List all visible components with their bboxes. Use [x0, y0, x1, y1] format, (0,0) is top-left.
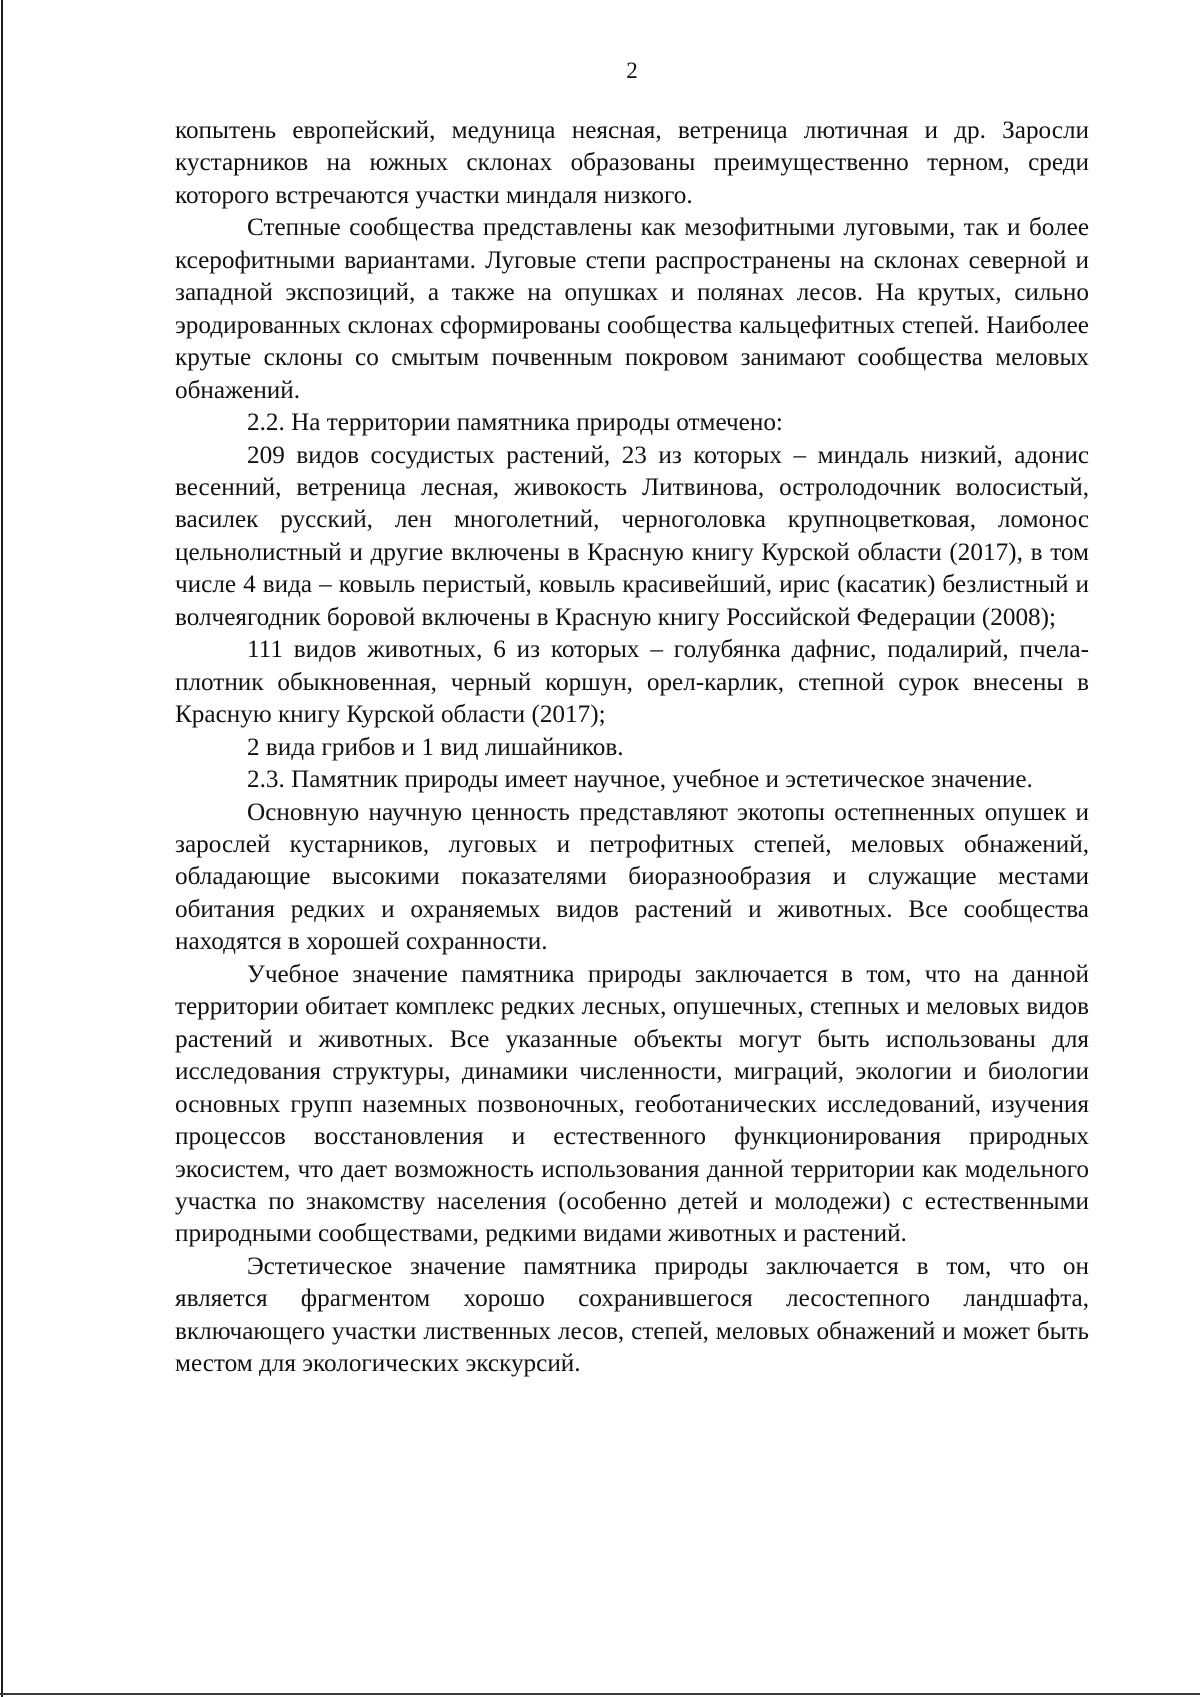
paragraph-vascular-plants: 209 видов сосудистых растений, 23 из которых – миндаль низкий, адонис весенний, ветреница лесная, живокость Литвинова, остролодочник волосистый, василек русский, лен многолетний, черноголовка крупноцветковая, ломонос цельнолистный и другие включены в Красную книгу Курской области (2017), в том числе 4 вида – ковыль перистый, ковыль красивейший, ирис (касатик) безлистный и волчеягодник боровой включены в Красную книгу Российской Федерации (2008);: [175, 441, 1089, 631]
paragraph-fungi-lichens: 2 вида грибов и 1 вид лишайников.: [247, 733, 624, 761]
paragraph-educational-value: Учебное значение памятника природы заключается в том, что на данной территории обитает комплекс редких лесных, опушечных, степных и меловых видов растений и животных. Все указанные объекты могут быть использованы для исследования структуры, динамики численности, миграций, экологии и биологии основных групп наземных позвоночных, геоботанических исследований, изучения процессов восстановления и естественного функционирования природных экосистем, что дает возможность использования данной территории как модельного участка по знакомству населения (особенно детей и молодежи) с естественными природными сообществами, редкими видами животных и растений.: [175, 960, 1089, 1248]
document-body: [175, 115, 1089, 1381]
paragraph-continuation: копытень европейский, медуница неясная, ветреница лютичная и др. Заросли кустарников на южных склонах образованы преимущественно терном, среди которого встречаются участки миндаля низкого.: [175, 117, 1089, 209]
paragraph-steppe-communities: Степные сообщества представлены как мезофитными луговыми, так и более ксерофитными вариантами. Луговые степи распространены на склонах северной и западной экспозиций, а также на опушках и полянах лесов. На крутых, сильно эродированных склонах сформированы сообщества кальцефитных степей. Наиболее крутые склоны со смытым почвенным покровом занимают сообщества меловых обнажений.: [175, 214, 1089, 404]
paragraph-aesthetic-value: Эстетическое значение памятника природы заключается в том, что он является фрагментом хорошо сохранившегося лесостепного ландшафта, включающего участки лиственных лесов, степей, меловых обнажений и может быть местом для экологических экскурсий.: [175, 1252, 1089, 1378]
scan-border-left: [1, 0, 3, 1697]
paragraph-scientific-value: Основную научную ценность представляют экотопы остепненных опушек и зарослей кустарников, луговых и петрофитных степей, меловых обнажений, обладающие высокими показателями биоразнообразия и служащие местами обитания редких и охраняемых видов растений и животных. Все сообщества находятся в хорошей сохранности.: [175, 798, 1089, 956]
page-number: 2: [626, 58, 638, 83]
paragraph-section-2-2: 2.2. На территории памятника природы отмечено:: [247, 409, 783, 437]
scan-border-bottom: [0, 1693, 1200, 1695]
paragraph-animals: 111 видов животных, 6 из которых – голубянка дафнис, подалирий, пчела-плотник обыкновенная, черный коршун, орел-карлик, степной сурок внесены в Красную книгу Курской области (2017);: [175, 636, 1089, 729]
paragraph-section-2-3: 2.3. Памятник природы имеет научное, учебное и эстетическое значение.: [247, 766, 1033, 794]
